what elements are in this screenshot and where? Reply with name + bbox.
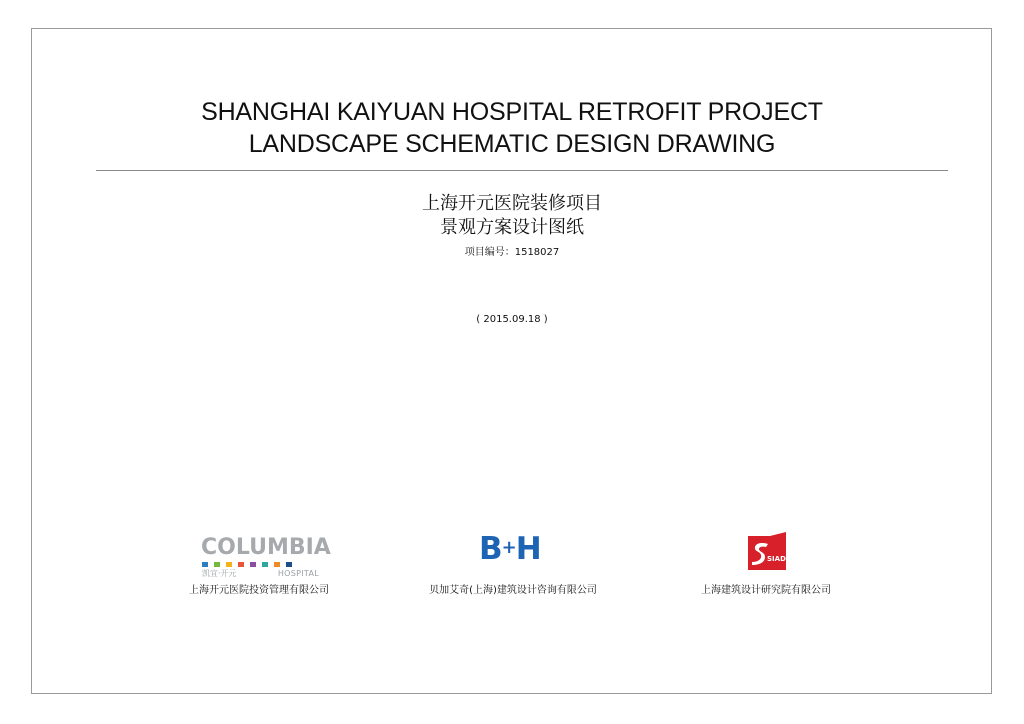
color-dot	[262, 562, 268, 567]
color-dot	[202, 562, 208, 567]
bh-logo	[479, 531, 549, 567]
columbia-hospital-logo	[201, 535, 331, 578]
issue-date: ( 2015.09.18 )	[476, 314, 548, 325]
project-number: 项目编号：1518027	[464, 247, 560, 258]
color-dot	[250, 562, 256, 567]
bh-plus: +	[501, 537, 517, 558]
columbia-color-dots	[202, 562, 298, 567]
color-dot	[226, 562, 232, 567]
columbia-subline	[201, 568, 319, 580]
color-dot	[214, 562, 220, 567]
title-english-line1: SHANGHAI KAIYUAN HOSPITAL RETROFIT PROJECT	[201, 98, 823, 126]
title-english-line2: LANDSCAPE SCHEMATIC DESIGN DRAWING	[248, 130, 776, 158]
columbia-wordmark: COLUMBIA	[201, 535, 331, 560]
color-dot	[286, 562, 292, 567]
siadr-logo	[748, 532, 792, 570]
company-name-bh: 贝加艾奇(上海)建筑设计咨询有限公司	[429, 585, 597, 596]
columbia-sub-hospital: HOSPITAL	[277, 569, 319, 578]
siadr-wordmark: SIADR	[767, 555, 792, 563]
company-name-siadr: 上海建筑设计研究院有限公司	[701, 585, 831, 596]
title-chinese-line1: 上海开元医院装修项目	[422, 193, 602, 214]
color-dot	[274, 562, 280, 567]
title-chinese-line2: 景观方案设计图纸	[440, 217, 584, 238]
bh-letter-b: B	[479, 531, 503, 567]
company-name-columbia: 上海开元医院投资管理有限公司	[189, 585, 329, 596]
title-divider	[96, 170, 948, 171]
bh-letter-h: H	[515, 531, 542, 567]
columbia-sub-cn: 凯宜·开元	[202, 569, 237, 578]
color-dot	[238, 562, 244, 567]
